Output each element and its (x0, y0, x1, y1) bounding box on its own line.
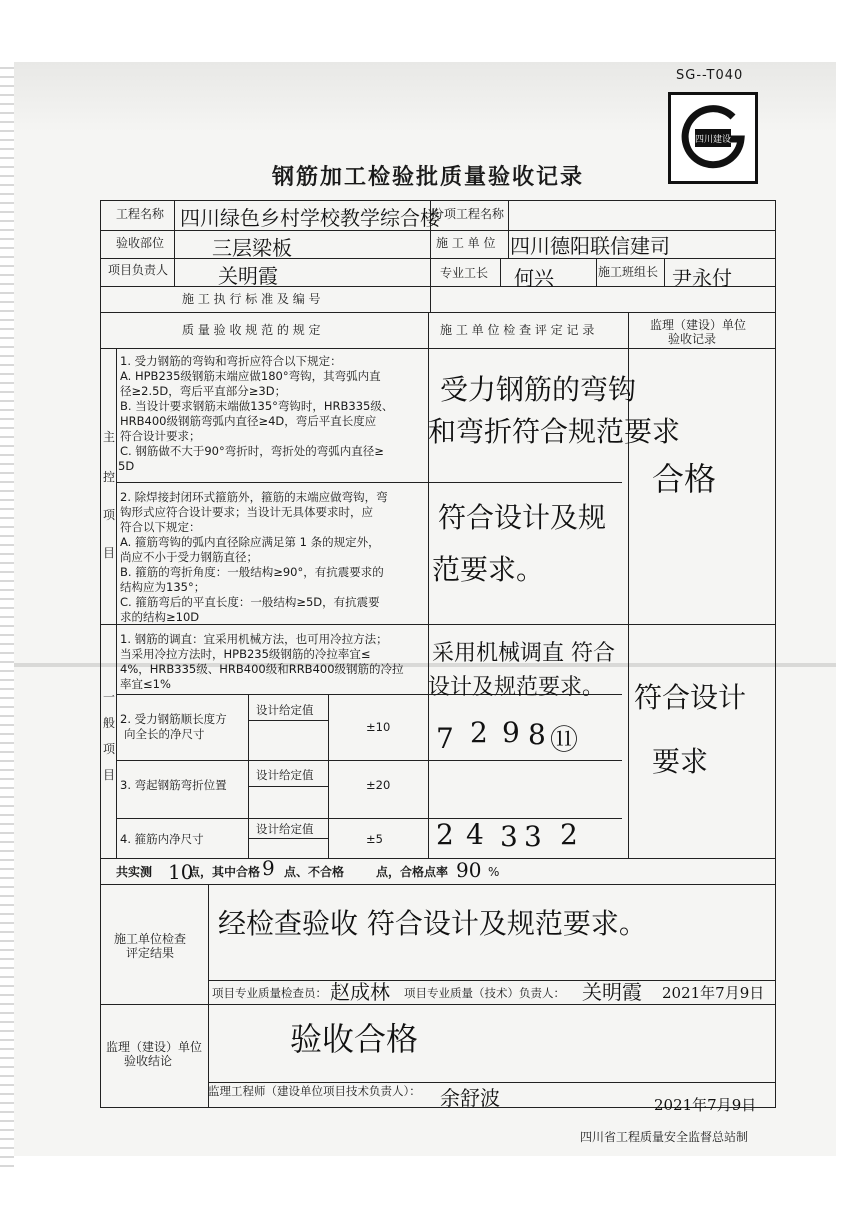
construction-unit-label: 施 工 单 位 (436, 236, 496, 250)
form-code: SG--T040 (676, 68, 744, 83)
contractor-result-label-1: 施工单位检查 (114, 932, 187, 946)
general-label-2: 般 (103, 716, 116, 730)
general-item-2-label-2: 向全长的净尺寸 (124, 727, 205, 741)
footer-issuer: 四川省工程质量安全监督总站制 (580, 1130, 749, 1144)
main-item-1-check-1: 受力钢筋的弯钩 (440, 373, 637, 406)
main-item-2-check-1: 符合设计及规 (438, 501, 607, 534)
supervisor-conclusion-label-2: 验收结论 (124, 1054, 173, 1068)
project-name-value: 四川绿色乡村学校教学综合楼 (180, 206, 440, 230)
standard-label: 施 工 执 行 标 准 及 编 号 (182, 292, 321, 306)
construction-unit-value: 四川德阳联信建司 (510, 234, 670, 258)
general-label-1: 一 (103, 690, 116, 704)
project-name-label: 工程名称 (116, 207, 165, 221)
main-item-1-check-2: 和弯折符合规范要求 (428, 415, 681, 448)
general-item-2-design-label: 设计给定值 (256, 703, 314, 717)
scan-edge (0, 60, 14, 1170)
team-leader-value: 尹永付 (672, 266, 732, 290)
logo-icon (668, 92, 758, 184)
general-item-4-label: 4. 箍筋内净尺寸 (120, 832, 204, 846)
main-item-2-check-2: 范要求。 (432, 553, 545, 586)
spec-column-header: 质 量 验 收 规 范 的 规 定 (182, 323, 321, 337)
inspector-signature: 赵成林 (330, 980, 390, 1004)
general-item-1-check-2: 设计及规范要求。 (428, 675, 605, 700)
engineer-signature: 余舒波 (440, 1086, 500, 1110)
general-supervisor-result-2: 要求 (652, 745, 709, 778)
acceptance-part-value: 三层梁板 (212, 236, 292, 260)
main-label-2: 控 (103, 470, 116, 484)
general-label-3: 项 (103, 742, 116, 756)
general-item-4-design-label: 设计给定值 (256, 822, 314, 836)
project-leader-label: 项目负责人 (108, 263, 169, 277)
team-leader-label: 施工班组长 (598, 265, 659, 279)
general-item-4-tolerance: ±5 (366, 832, 383, 846)
tech-leader-label: 项目专业质量（技术）负责人： (404, 986, 565, 1000)
general-supervisor-result-1: 符合设计 (634, 681, 747, 714)
general-item-1-check-1: 采用机械调直 符合 (432, 641, 615, 666)
contractor-date: 2021年7月9日 (662, 984, 765, 1002)
contractor-column-header: 施 工 单 位 检 查 评 定 记 录 (440, 323, 595, 337)
supervisor-column-header-2: 验收记录 (668, 332, 717, 346)
project-leader-value: 关明霞 (218, 264, 278, 288)
general-item-3-design-label: 设计给定值 (256, 768, 314, 782)
supervisor-conclusion-text: 验收合格 (290, 1020, 419, 1058)
general-item-2-tolerance: ±10 (366, 720, 391, 734)
contractor-result-label-2: 评定结果 (126, 946, 175, 960)
inspector-label: 项目专业质量检查员： (212, 986, 327, 1000)
main-label-3: 项 (103, 508, 116, 522)
general-item-3-tolerance: ±20 (366, 778, 391, 792)
general-label-4: 目 (103, 768, 116, 782)
foreman-value: 何兴 (514, 266, 554, 290)
main-supervisor-result: 合格 (652, 460, 717, 498)
svg-text:四川建设: 四川建设 (694, 135, 732, 145)
main-label-4: 目 (103, 546, 116, 560)
general-item-3-label: 3. 弯起钢筋弯折位置 (120, 778, 227, 792)
supervisor-column-header-1: 监理（建设）单位 (650, 318, 747, 332)
tech-leader-signature: 关明霞 (582, 980, 642, 1004)
general-item-2-label-1: 2. 受力钢筋顺长度方 (120, 712, 227, 726)
supervisor-conclusion-label-1: 监理（建设）单位 (106, 1040, 203, 1054)
acceptance-part-label: 验收部位 (116, 236, 165, 250)
foreman-label: 专业工长 (440, 266, 489, 280)
sub-project-label: 分项工程名称 (432, 207, 505, 221)
contractor-conclusion: 经检查验收 符合设计及规范要求。 (218, 907, 647, 940)
main-label-1: 主 (103, 430, 116, 444)
engineer-label: 监理工程师（建设单位项目技术负责人）： (208, 1084, 421, 1098)
supervisor-date: 2021年7月9日 (654, 1096, 757, 1114)
form-title: 钢筋加工检验批质量验收记录 (272, 165, 585, 190)
